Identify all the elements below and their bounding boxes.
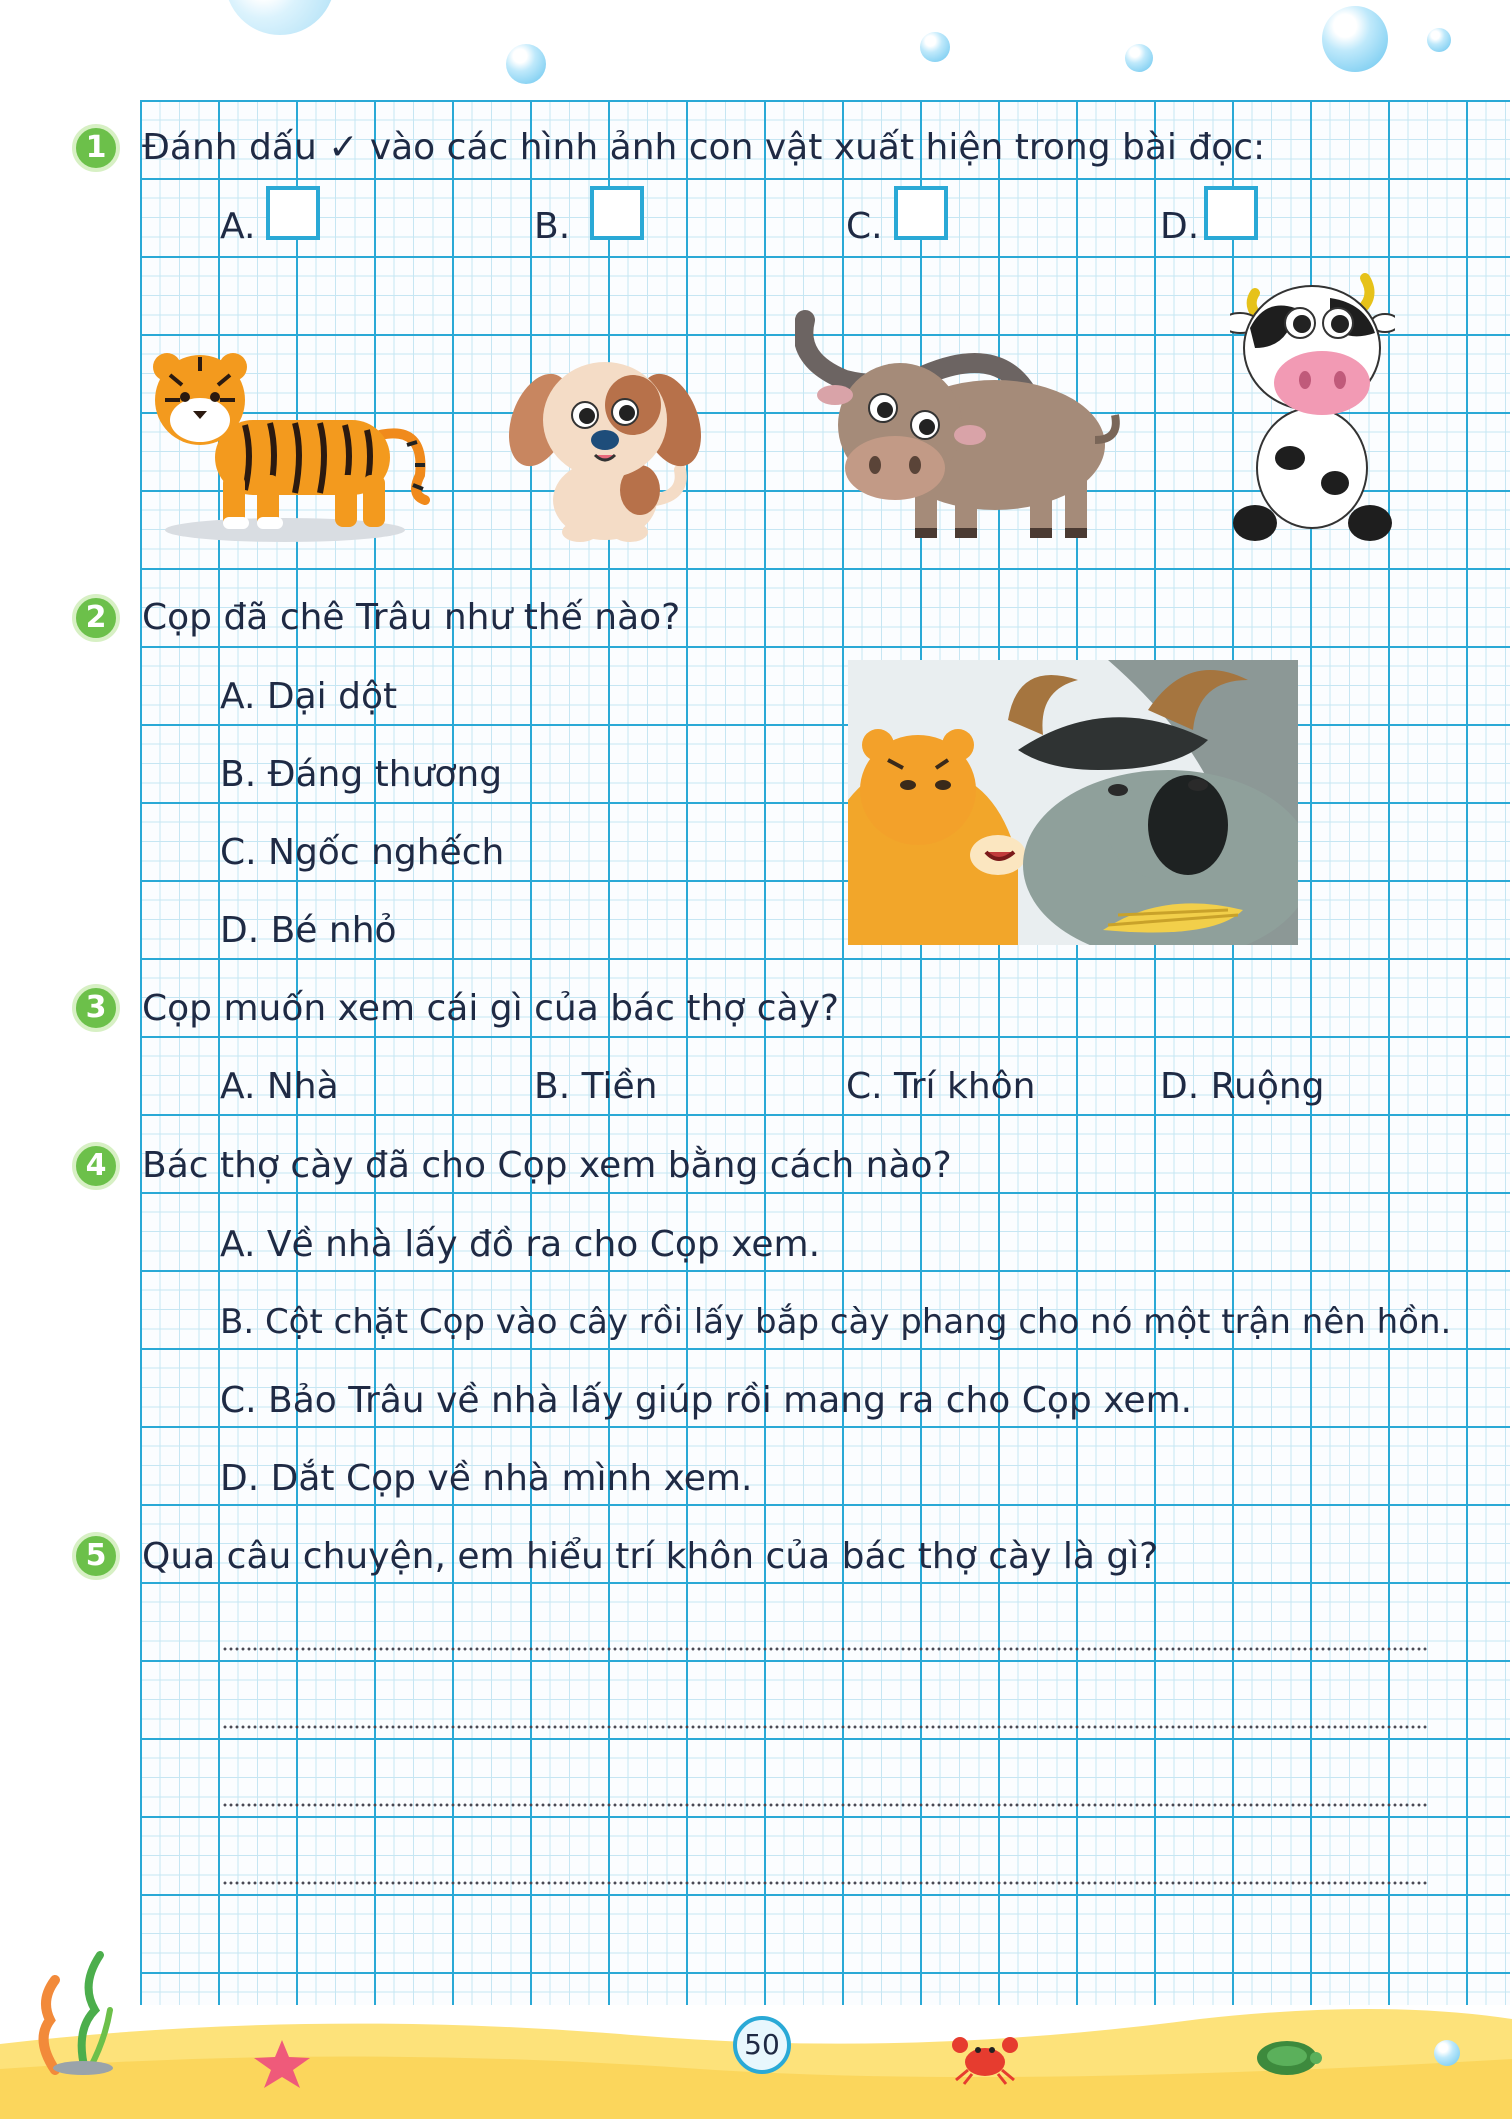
- answer-line-4[interactable]: [222, 1881, 1427, 1885]
- answer-checkbox-d[interactable]: [1204, 186, 1258, 240]
- tiger-image: [145, 345, 435, 545]
- answer-line-1[interactable]: [222, 1647, 1427, 1651]
- question-number-badge: 3: [72, 984, 120, 1032]
- option-b[interactable]: B. Cột chặt Cọp vào cây rồi lấy bắp cày phang cho nó một trận nên hồn.: [220, 1302, 1452, 1342]
- bubble-decoration: [920, 32, 950, 62]
- starfish-decoration: [252, 2038, 312, 2090]
- option-d[interactable]: D. Ruộng: [1160, 1066, 1325, 1107]
- question-number-badge: 1: [72, 124, 120, 172]
- seaweed-decoration: [35, 1950, 120, 2075]
- option-label: C.: [846, 206, 883, 247]
- option-a[interactable]: A. Nhà: [220, 1066, 339, 1107]
- option-c[interactable]: C. Trí khôn: [846, 1066, 1036, 1107]
- option-c[interactable]: C. Ngốc nghếch: [220, 832, 505, 873]
- bubble-decoration: [225, 0, 335, 35]
- puppy-image: [505, 350, 705, 545]
- bubble-decoration: [1434, 2040, 1460, 2066]
- question-number-badge: 4: [72, 1142, 120, 1190]
- answer-checkbox-a[interactable]: [266, 186, 320, 240]
- option-label: D.: [1160, 206, 1200, 247]
- cow-image: [1230, 268, 1395, 548]
- option-label: A.: [220, 206, 256, 247]
- tiger-and-buffalo-illustration: [848, 660, 1298, 945]
- crab-decoration: [950, 2030, 1020, 2085]
- question-1-text: Đánh dấu ✓ vào các hình ảnh con vật xuất hiện trong bài đọc:: [142, 127, 1266, 168]
- question-2-text: Cọp đã chê Trâu như thế nào?: [142, 597, 681, 638]
- option-a[interactable]: A. Về nhà lấy đồ ra cho Cọp xem.: [220, 1224, 821, 1265]
- buffalo-image: [795, 300, 1125, 545]
- bubble-decoration: [506, 44, 546, 84]
- answer-checkbox-b[interactable]: [590, 186, 644, 240]
- question-number-badge: 2: [72, 594, 120, 642]
- answer-line-2[interactable]: [222, 1725, 1427, 1729]
- option-b[interactable]: B. Đáng thương: [220, 754, 503, 795]
- option-label: B.: [534, 206, 571, 247]
- page-number: 50: [733, 2016, 791, 2074]
- question-5-text: Qua câu chuyện, em hiểu trí khôn của bác thợ cày là gì?: [142, 1536, 1159, 1577]
- question-4-text: Bác thợ cày đã cho Cọp xem bằng cách nào?: [142, 1145, 952, 1186]
- answer-line-3[interactable]: [222, 1803, 1427, 1807]
- bubble-decoration: [1322, 6, 1388, 72]
- question-3-text: Cọp muốn xem cái gì của bác thợ cày?: [142, 988, 840, 1029]
- option-a[interactable]: A. Dại dột: [220, 676, 398, 717]
- option-d[interactable]: D. Bé nhỏ: [220, 910, 397, 951]
- question-number-badge: 5: [72, 1532, 120, 1580]
- option-b[interactable]: B. Tiền: [534, 1066, 658, 1107]
- option-d[interactable]: D. Dắt Cọp về nhà mình xem.: [220, 1458, 753, 1499]
- turtle-decoration: [1252, 2036, 1322, 2078]
- answer-checkbox-c[interactable]: [894, 186, 948, 240]
- bubble-decoration: [1427, 28, 1451, 52]
- bubble-decoration: [1125, 44, 1153, 72]
- option-c[interactable]: C. Bảo Trâu về nhà lấy giúp rồi mang ra cho Cọp xem.: [220, 1380, 1193, 1421]
